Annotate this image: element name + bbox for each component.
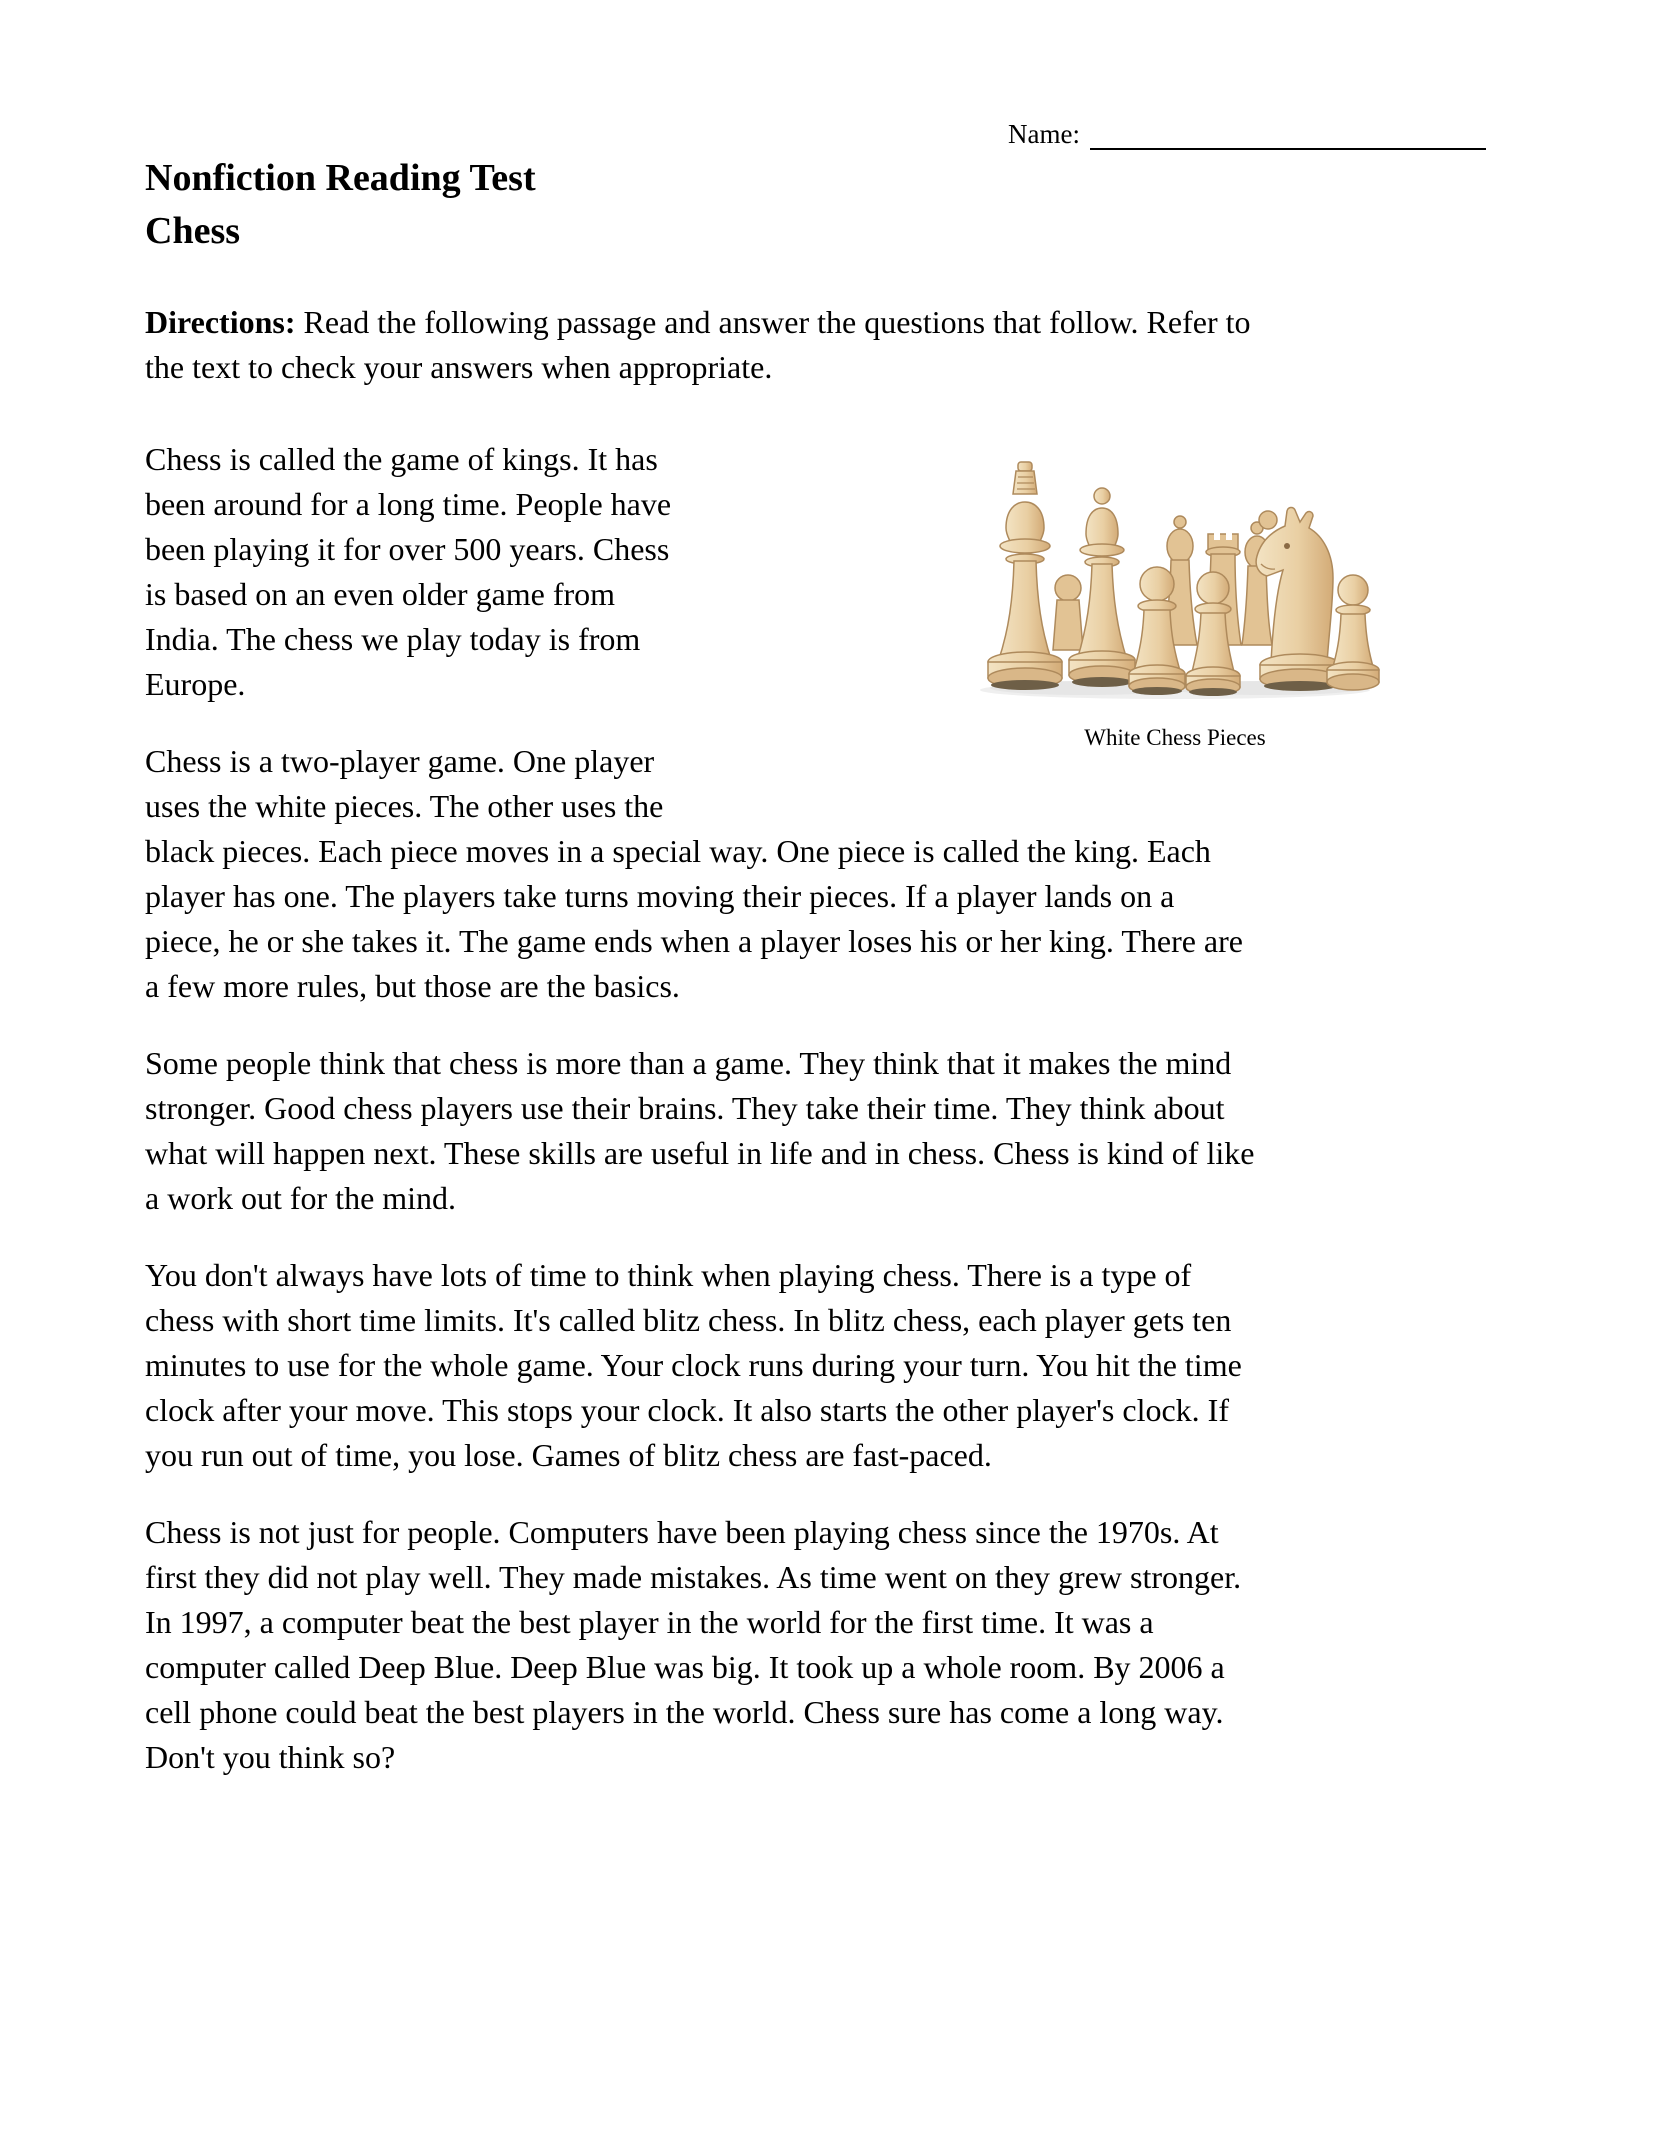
text-line: uses the white pieces. The other uses the (145, 788, 664, 824)
text-line: computer called Deep Blue. Deep Blue was big. It took up a whole room. By 2006 a (145, 1649, 1225, 1685)
text-line: Chess is not just for people. Computers have been playing chess since the 1970s. At (145, 1514, 1219, 1550)
image-caption: White Chess Pieces (1084, 725, 1266, 750)
text-line: In 1997, a computer beat the best player in the world for the first time. It was a (145, 1604, 1154, 1640)
directions (145, 300, 1535, 390)
text-line: a few more rules, but those are the basics. (145, 968, 680, 1004)
title-block (145, 152, 536, 258)
text-line: you run out of time, you lose. Games of blitz chess are fast-paced. (145, 1437, 992, 1473)
paragraph (145, 1041, 1535, 1221)
text-line: Chess is called the game of kings. It has (145, 441, 658, 477)
page-subtitle: Chess (145, 210, 241, 252)
text-line: clock after your move. This stops your clock. It also starts the other player's clock. If (145, 1392, 1229, 1428)
text-line: Don't you think so? (145, 1739, 396, 1775)
name-blank-line (1090, 118, 1486, 150)
text-line: India. The chess we play today is from (145, 621, 641, 657)
directions-line (145, 300, 1535, 345)
text-line: first they did not play well. They made mistakes. As time went on they grew stronger. (145, 1559, 1242, 1595)
page-title: Nonfiction Reading Test (145, 157, 536, 199)
paragraph (145, 739, 1535, 1009)
name-field (1008, 118, 1486, 150)
text-line: You don't always have lots of time to think when playing chess. There is a type of (145, 1257, 1192, 1293)
directions-label: Directions: (145, 304, 296, 340)
directions-line: the text to check your answers when appropriate. (145, 349, 773, 385)
text-line: black pieces. Each piece moves in a special way. One piece is called the king. Each (145, 833, 1211, 869)
text-line: been playing it for over 500 years. Chess (145, 531, 670, 567)
text-line: player has one. The players take turns moving their pieces. If a player lands on a (145, 878, 1175, 914)
name-label: Name: (1008, 119, 1080, 149)
figure (965, 438, 1385, 752)
text-line: is based on an even older game from (145, 576, 616, 612)
text-line: chess with short time limits. It's called blitz chess. In blitz chess, each player gets ten (145, 1302, 1232, 1338)
text-line: a work out for the mind. (145, 1180, 457, 1216)
text-line: piece, he or she takes it. The game ends when a player loses his or her king. There are (145, 923, 1243, 959)
text-line: Chess is a two-player game. One player (145, 743, 655, 779)
text-line: minutes to use for the whole game. Your clock runs during your turn. You hit the time (145, 1347, 1242, 1383)
text-line: cell phone could beat the best players in the world. Chess sure has come a long way. (145, 1694, 1224, 1730)
text-line: what will happen next. These skills are useful in life and in chess. Chess is kind of like (145, 1135, 1255, 1171)
white-chess-pieces-image (965, 438, 1385, 708)
text-line: Some people think that chess is more than a game. They think that it makes the mind (145, 1045, 1232, 1081)
directions-text: Read the following passage and answer the questions that follow. Refer to (303, 304, 1251, 340)
text-line: been around for a long time. People have (145, 486, 672, 522)
paragraph (145, 1253, 1535, 1478)
text-line: Europe. (145, 666, 246, 702)
text-line: stronger. Good chess players use their brains. They take their time. They think about (145, 1090, 1225, 1126)
paragraph (145, 1510, 1535, 1780)
